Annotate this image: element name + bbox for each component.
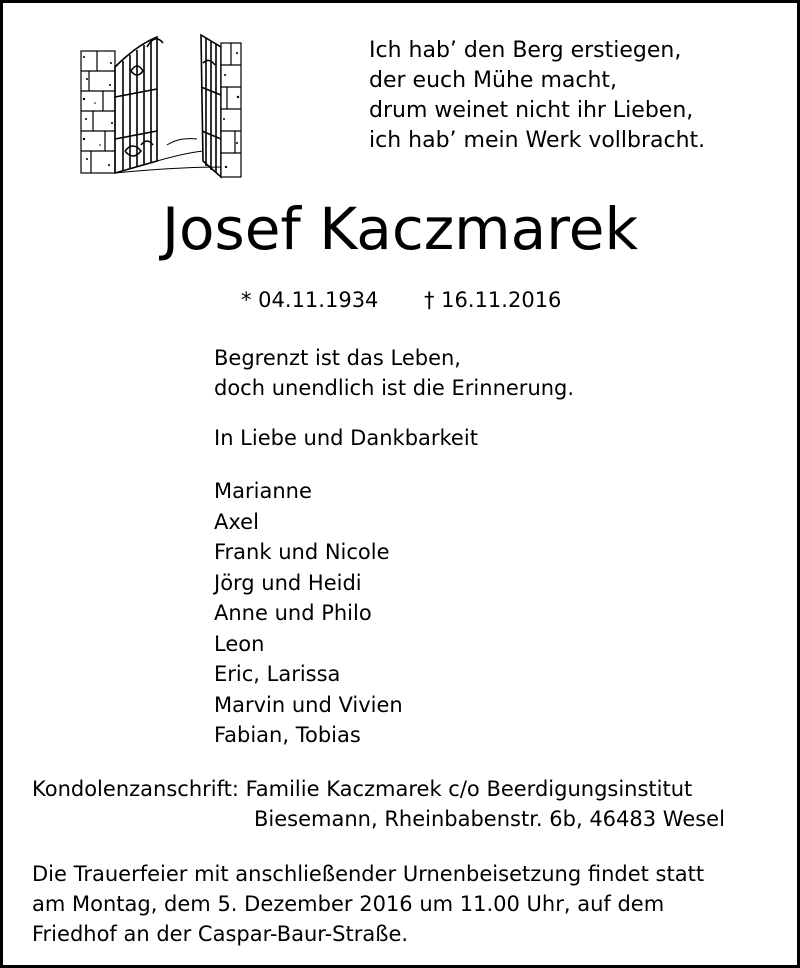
ceremony-line: am Montag, dem 5. Dezember 2016 um 11.00 Uhr, auf dem: [32, 892, 665, 916]
birth-date: * 04.11.1934: [241, 288, 379, 312]
open-gate-illustration-icon: [75, 27, 245, 179]
ceremony-line: Friedhof an der Caspar-Baur-Straße.: [32, 922, 409, 946]
mourner-name: Marianne: [214, 479, 312, 503]
poem-line: Ich hab’ den Berg erstiegen,: [369, 38, 682, 63]
deceased-name: Josef Kaczmarek: [161, 195, 639, 263]
mourner-name: Fabian, Tobias: [214, 723, 361, 747]
mourners-list: [214, 476, 403, 751]
poem-line: der euch Mühe macht,: [369, 68, 618, 93]
quote-line: doch unendlich ist die Erinnerung.: [214, 376, 575, 400]
mourner-name: Frank und Nicole: [214, 540, 390, 564]
quote-line: Begrenzt ist das Leben,: [214, 346, 461, 370]
condolence-address: [32, 774, 725, 834]
poem-verse: [369, 36, 705, 156]
condolence-label: Kondolenzanschrift:: [32, 777, 239, 801]
memorial-quote: [214, 343, 574, 403]
mourner-name: Jörg und Heidi: [214, 570, 362, 595]
mourner-name: Anne und Philo: [214, 601, 372, 625]
ceremony-announcement: [32, 859, 704, 949]
closing-phrase: In Liebe und Dankbarkeit: [214, 426, 478, 450]
ceremony-line: Die Trauerfeier mit anschließender Urnenbeisetzung findet statt: [32, 862, 705, 886]
mourner-name: Leon: [214, 631, 265, 656]
death-date: † 16.11.2016: [424, 288, 562, 312]
mourner-name: Marvin und Vivien: [214, 692, 403, 717]
condolence-line-2: Biesemann, Rheinbabenstr. 6b, 46483 Wesel: [254, 807, 725, 831]
mourner-name: Eric, Larissa: [214, 662, 341, 686]
mourner-name: Axel: [214, 509, 259, 534]
poem-line: drum weinet nicht ihr Lieben,: [369, 98, 694, 123]
poem-line: ich hab’ mein Werk vollbracht.: [369, 128, 706, 153]
condolence-line-1: Familie Kaczmarek c/o Beerdigungsinstitut: [245, 777, 693, 801]
